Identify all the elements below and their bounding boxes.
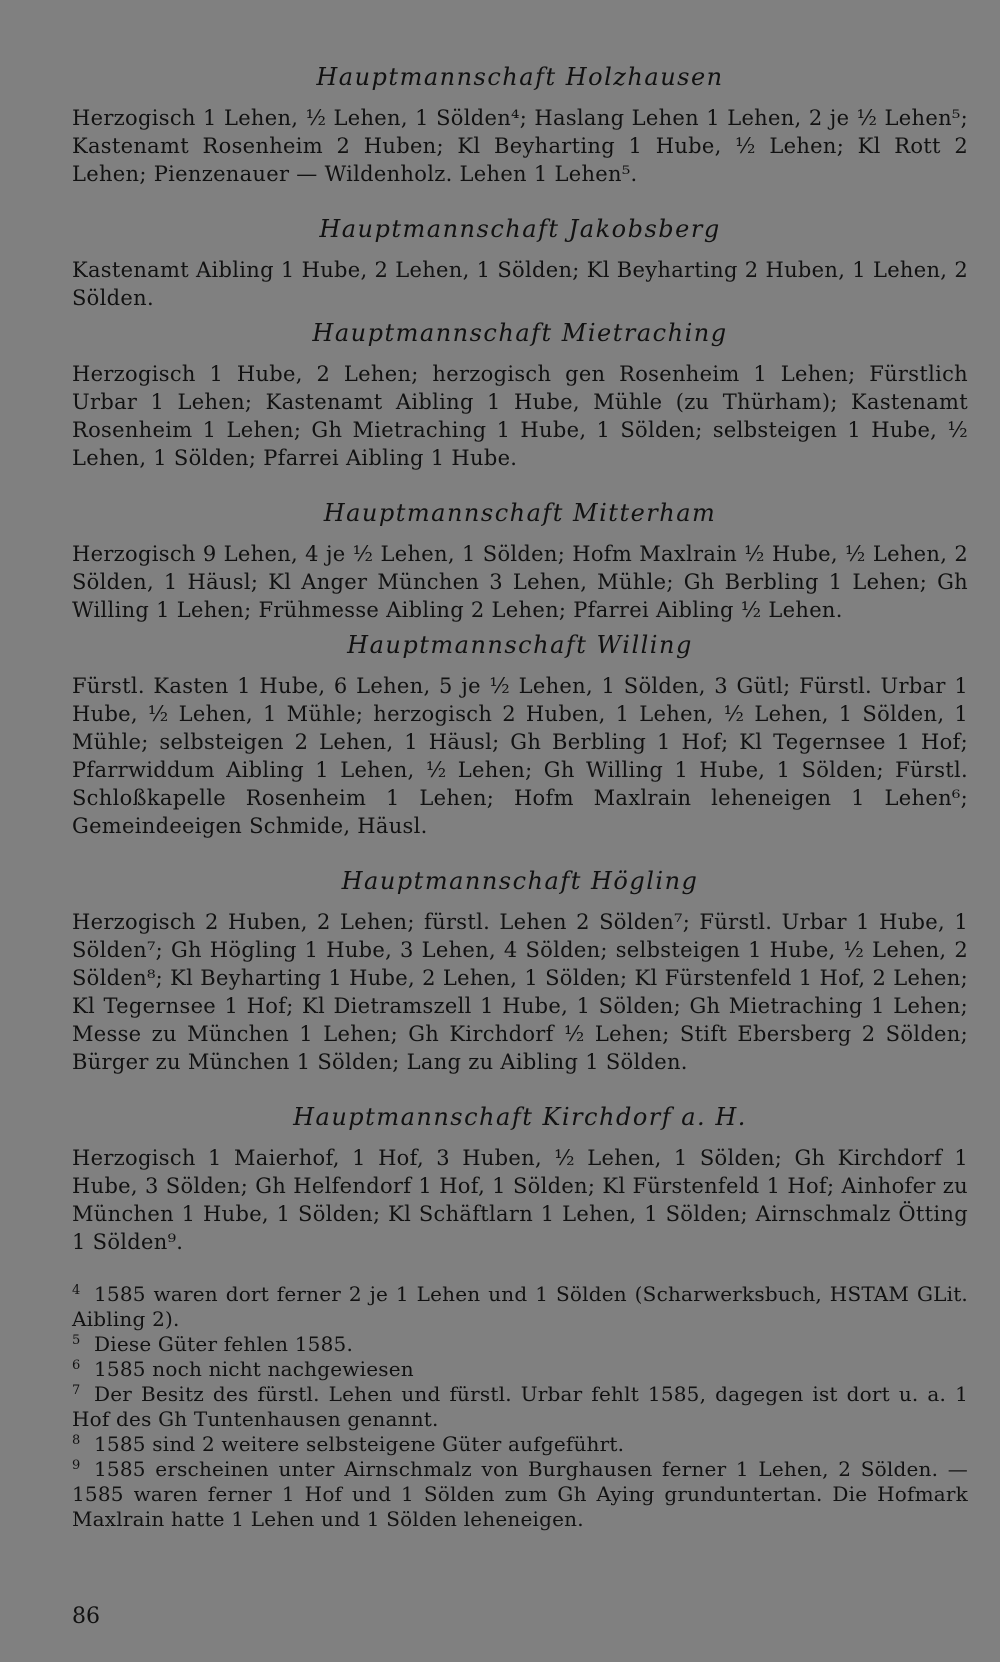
section-heading: Hauptmannschaft Kirchdorf a. H. [293,1103,747,1131]
section-text: Kastenamt Aibling 1 Hube, 2 Lehen, 1 Sölden; Kl Beyharting 2 Huben, 1 Lehen, 2 Sölden. [72,258,968,310]
section-willing [72,630,968,840]
footnote [72,1357,968,1382]
section-text: Herzogisch 2 Huben, 2 Lehen; fürstl. Lehen 2 Sölden⁷; Fürstl. Urbar 1 Hube, 1 Sölden⁷; Gh Högling 1 Hube, 3 Lehen, 4 Sölden; selbsteigen 1 Hube, ½ Lehen, 2 Sölden⁸; Kl Beyharting 1 Hube, 2 Lehen, 1 Sölden; Kl Fürstenfeld 1 Hof, 2 Lehen; Kl Tegernsee 1 Hof; Kl Dietramszell 1 Hube, 1 Sölden; Gh Mietraching 1 Lehen; Messe zu München 1 Lehen; Gh Kirchdorf ½ Lehen; Stift Ebersberg 2 Sölden; Bürger zu München 1 Sölden; Lang zu Aibling 1 Sölden. [72,910,968,1074]
section-kirchdorf [72,1102,968,1256]
section-heading: Hauptmannschaft Willing [347,631,693,659]
section-text: Herzogisch 9 Lehen, 4 je ½ Lehen, 1 Sölden; Hofm Maxlrain ½ Hube, ½ Lehen, 2 Sölden, 1 Häusl; Kl Anger München 3 Lehen, Mühle; Gh Berbling 1 Lehen; Gh Willing 1 Lehen; Frühmesse Aibling 2 Lehen; Pfarrei Aibling ½ Lehen. [72,542,968,622]
section-text: Herzogisch 1 Lehen, ½ Lehen, 1 Sölden⁴; Haslang Lehen 1 Lehen, 2 je ½ Lehen⁵; Kastenamt Rosenheim 2 Huben; Kl Beyharting 1 Hube, ½ Lehen; Kl Rott 2 Lehen; Pienzenauer — Wildenholz. Lehen 1 Lehen⁵. [72,106,968,186]
footnote-text: 1585 noch nicht nachgewiesen [94,1357,414,1381]
section-text: Fürstl. Kasten 1 Hube, 6 Lehen, 5 je ½ Lehen, 1 Sölden, 3 Gütl; Fürstl. Urbar 1 Hube, ½ Lehen, 1 Mühle; herzogisch 2 Huben, 1 Lehen, ½ Lehen, 1 Sölden, 1 Mühle; selbsteigen 2 Lehen, 1 Häusl; Gh Berbling 1 Hof; Kl Tegernsee 1 Hof; Pfarrwiddum Aibling 1 Lehen, ½ Lehen; Gh Willing 1 Hube, 1 Sölden; Fürstl. Schloßkapelle Rosenheim 1 Lehen; Hofm Maxlrain leheneigen 1 Lehen⁶; Gemeindeeigen Schmide, Häusl. [72,674,968,838]
footnote-text: Diese Güter fehlen 1585. [94,1332,354,1356]
footnote-mark: 9 [72,1458,81,1473]
section-text: Herzogisch 1 Maierhof, 1 Hof, 3 Huben, ½ Lehen, 1 Sölden; Gh Kirchdorf 1 Hube, 3 Sölden; Gh Helfendorf 1 Hof, 1 Sölden; Kl Fürstenfeld 1 Hof; Ainhofer zu München 1 Hube, 1 Sölden; Kl Schäftlarn 1 Lehen, 1 Sölden; Airnschmalz Ötting 1 Sölden⁹. [72,1146,968,1254]
footnote-text: 1585 erscheinen unter Airnschmalz von Burghausen ferner 1 Lehen, 2 Sölden. — 1585 waren ferner 1 Hof und 1 Sölden zum Gh Aying grunduntertan. Die Hofmark Maxlrain hatte 1 Lehen und 1 Sölden leheneigen. [72,1457,968,1531]
section-heading: Hauptmannschaft Jakobsberg [319,215,721,243]
section-heading: Hauptmannschaft Mitterham [323,499,717,527]
footnote-mark: 8 [72,1433,81,1448]
footnote-text: Der Besitz des fürstl. Lehen und fürstl. Urbar fehlt 1585, dagegen ist dort u. a. 1 Hof des Gh Tuntenhausen genannt. [72,1382,968,1431]
page-number: 86 [72,1604,100,1629]
section-jakobsberg [72,214,968,312]
section-heading: Hauptmannschaft Högling [341,867,699,895]
section-heading: Hauptmannschaft Mietraching [312,319,728,347]
footnote-mark: 6 [72,1358,81,1373]
section-mitterham [72,498,968,624]
section-hoegling [72,866,968,1076]
footnote-mark: 4 [72,1283,81,1298]
footnotes [72,1282,968,1532]
section-text: Herzogisch 1 Hube, 2 Lehen; herzogisch gen Rosenheim 1 Lehen; Fürstlich Urbar 1 Lehen; Kastenamt Aibling 1 Hube, Mühle (zu Thürham); Kastenamt Rosenheim 1 Lehen; Gh Mietraching 1 Hube, 1 Sölden; selbsteigen 1 Hube, ½ Lehen, 1 Sölden; Pfarrei Aibling 1 Hube. [72,362,968,470]
footnote-mark: 5 [72,1333,81,1348]
footnote-text: 1585 waren dort ferner 2 je 1 Lehen und 1 Sölden (Scharwerksbuch, HSTAM GLit. Aibling 2). [72,1282,968,1331]
footnote [72,1382,968,1432]
section-heading: Hauptmannschaft Holzhausen [316,63,724,91]
footnote [72,1282,968,1332]
footnote [72,1457,968,1532]
footnote [72,1432,968,1457]
footnote-mark: 7 [72,1383,81,1398]
section-holzhausen [72,62,968,188]
section-mietraching [72,318,968,472]
footnote-text: 1585 sind 2 weitere selbsteigene Güter aufgeführt. [94,1432,625,1456]
footnote [72,1332,968,1357]
